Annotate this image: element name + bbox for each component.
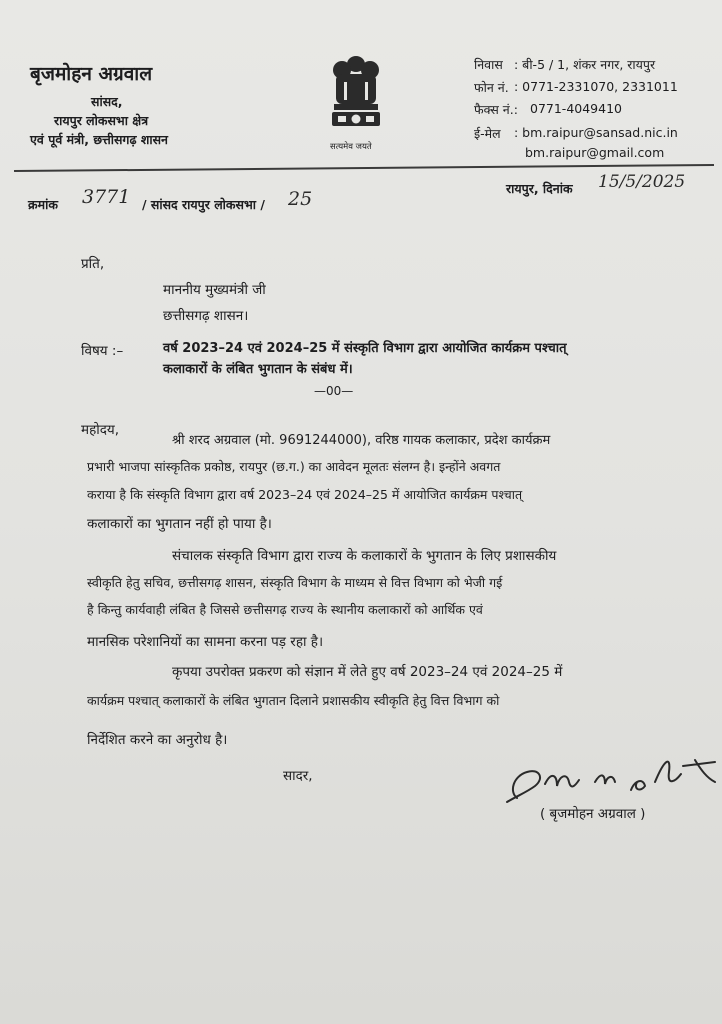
- para1-line-4: कलाकारों का भुगतान नहीं हो पाया है।: [87, 516, 272, 532]
- phone-label: फोन नं.: [474, 80, 509, 95]
- recipient-line-2: छत्तीसगढ़ शासन।: [163, 308, 249, 324]
- para3-line-1: कृपया उपरोक्त प्रकरण को संज्ञान में लेते हुए वर्ष 2023–24 एवं 2024–25 में: [172, 664, 563, 680]
- signatory-name: ( बृजमोहन अग्रवाल ): [540, 806, 646, 822]
- emblem-motto: सत्यमेव जयते: [330, 142, 372, 152]
- subject-line-1: वर्ष 2023–24 एवं 2024–25 में संस्कृति विभाग द्वारा आयोजित कार्यक्रम पश्चात्: [163, 341, 567, 356]
- fax-label: फैक्स नं.:: [474, 102, 518, 117]
- address-label: निवास: [474, 57, 503, 72]
- sender-designation: सांसद,: [91, 94, 123, 109]
- phone-value: : 0771-2331070, 2331011: [514, 79, 678, 94]
- subject-separator: —00—: [314, 384, 354, 398]
- email-value-1: : bm.raipur@sansad.nic.in: [514, 125, 678, 140]
- prati-label: प्रति,: [81, 256, 105, 272]
- para2-line-1: संचालक संस्कृति विभाग द्वारा राज्य के कलाकारों के भुगतान के लिए प्रशासकीय: [172, 548, 557, 564]
- header-divider: [14, 164, 714, 172]
- subject-label: विषय :–: [81, 343, 124, 359]
- reference-number: 3771: [82, 186, 131, 208]
- letter-date: 15/5/2025: [598, 172, 686, 192]
- sender-constituency: रायपुर लोकसभा क्षेत्र: [54, 113, 149, 128]
- email-label: ई-मेल: [474, 126, 501, 141]
- reference-office: / सांसद रायपुर लोकसभा /: [142, 197, 265, 212]
- para2-line-4: मानसिक परेशानियों का सामना करना पड़ रहा है।: [87, 634, 324, 650]
- reference-suffix: 25: [288, 188, 313, 210]
- para3-line-3: निर्देशित करने का अनुरोध है।: [87, 732, 228, 748]
- salutation: महोदय,: [81, 422, 120, 438]
- para2-line-2: स्वीकृति हेतु सचिव, छत्तीसगढ़ शासन, संस्कृति विभाग के माध्यम से वित्त विभाग को भेजी गई: [87, 575, 503, 590]
- place-date-label: रायपुर, दिनांक: [506, 181, 573, 196]
- address-value: : बी-5 / 1, शंकर नगर, रायपुर: [514, 57, 656, 72]
- recipient-line-1: माननीय मुख्यमंत्री जी: [163, 282, 266, 298]
- para1-line-2: प्रभारी भाजपा सांस्कृतिक प्रकोष्ठ, रायपुर (छ.ग.) का आवेदन मूलतः संलग्न है। इन्होंने अवगत: [87, 459, 501, 474]
- handwritten-signature-icon: [505, 752, 720, 812]
- para1-line-3: कराया है कि संस्कृति विभाग द्वारा वर्ष 2023–24 एवं 2024–25 में आयोजित कार्यक्रम पश्चात्: [87, 487, 523, 502]
- para1-line-1: श्री शरद अग्रवाल (मो. 9691244000), वरिष्ठ गायक कलाकार, प्रदेश कार्यक्रम: [172, 433, 551, 448]
- para3-line-2: कार्यक्रम पश्चात् कलाकारों के लंबित भुगतान दिलाने प्रशासकीय स्वीकृति हेतु वित्त विभाग को: [87, 693, 500, 708]
- para2-line-3: है किन्तु कार्यवाही लंबित है जिससे छत्तीसगढ़ राज्य के स्थानीय कलाकारों को आर्थिक एवं: [87, 602, 483, 617]
- fax-value: 0771-4049410: [530, 101, 622, 116]
- reference-label: क्रमांक: [28, 197, 58, 212]
- closing: सादर,: [283, 768, 313, 784]
- sender-name: बृजमोहन अग्रवाल: [30, 63, 153, 85]
- subject-line-2: कलाकारों के लंबित भुगतान के संबंध में।: [163, 362, 353, 377]
- email-value-2: bm.raipur@gmail.com: [525, 145, 665, 160]
- sender-former-role: एवं पूर्व मंत्री, छत्तीसगढ़ शासन: [30, 132, 168, 147]
- national-emblem-icon: [326, 52, 386, 152]
